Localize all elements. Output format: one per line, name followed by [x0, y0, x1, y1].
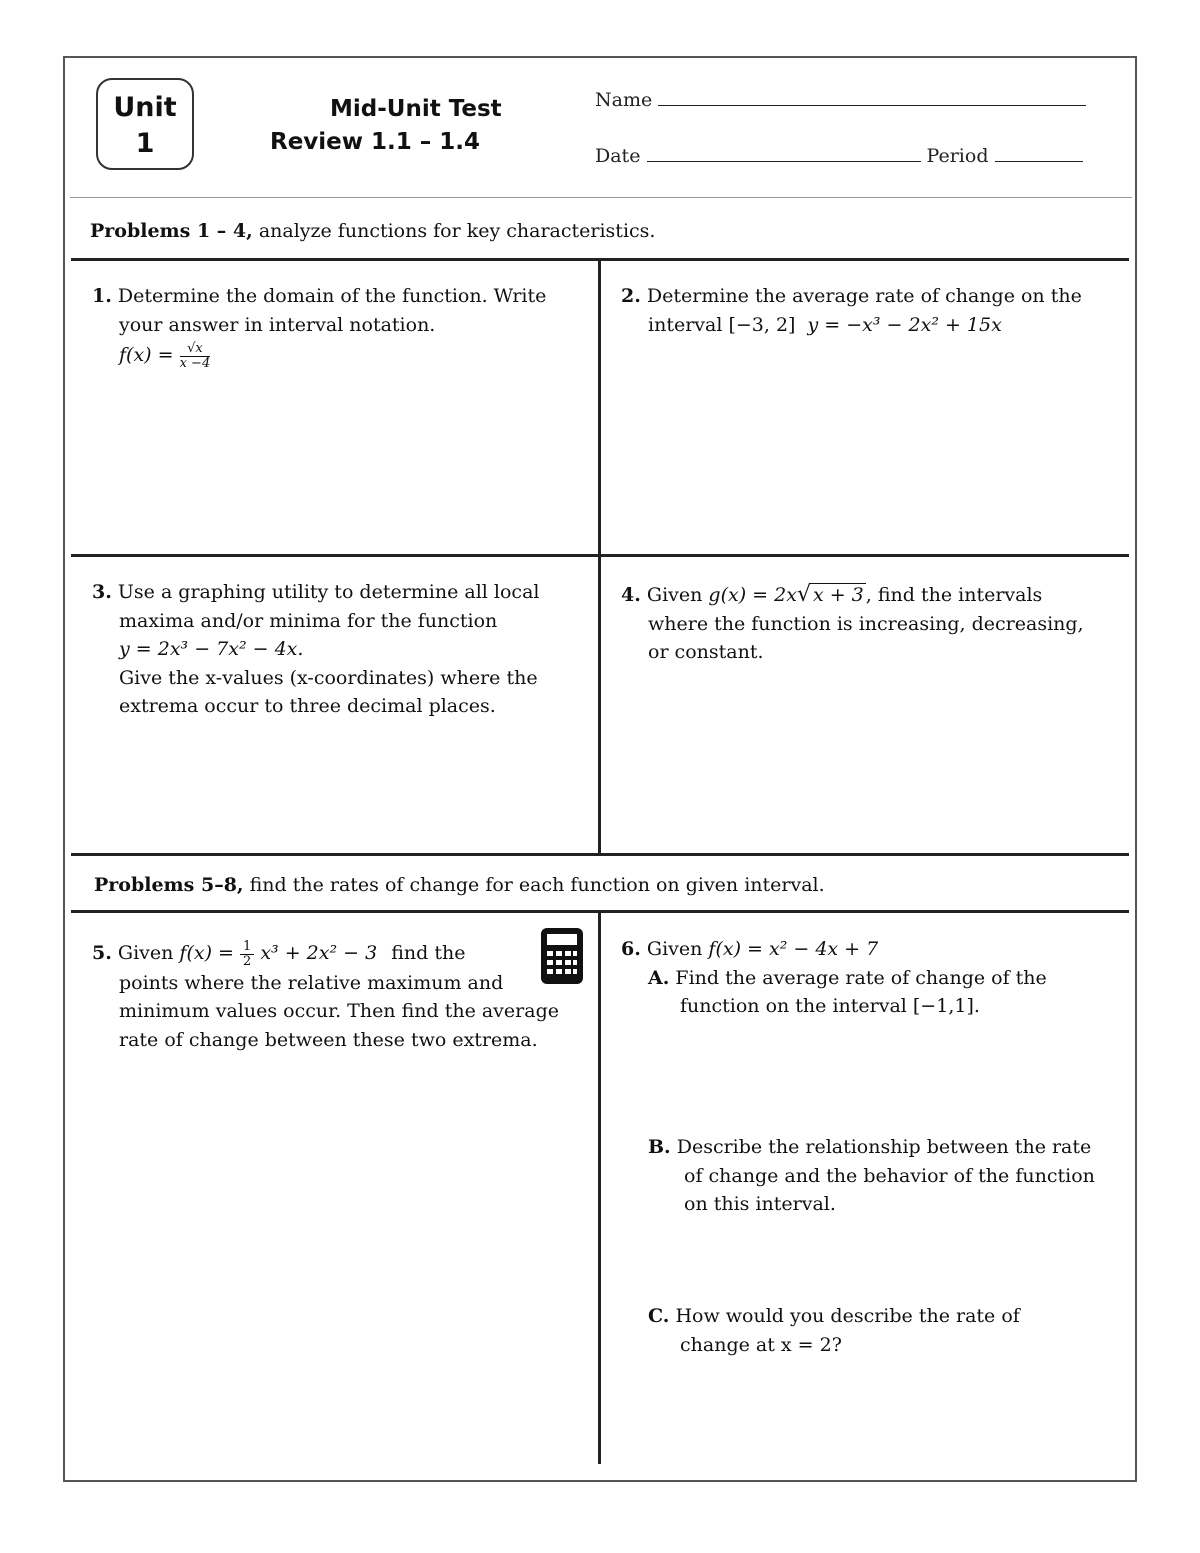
problem-6a-line2: function on the interval [−1,1].: [680, 995, 980, 1017]
problem-1-line1: Determine the domain of the function. Write: [117, 285, 547, 307]
problem-6-given: Given: [646, 938, 703, 960]
problem-4-line3: or constant.: [648, 641, 764, 663]
problem-2-number: 2.: [621, 285, 641, 307]
problem-5-eq-start: f(x) =: [179, 942, 234, 964]
problem-5-line2: points where the relative maximum and: [119, 971, 504, 994]
unit-badge: [96, 78, 194, 170]
problem-6a-label: A.: [648, 966, 670, 989]
grid-divider-lower: [598, 910, 601, 1464]
problem-4-line2: where the function is increasing, decreasing,: [648, 612, 1084, 635]
grid-divider-upper: [598, 258, 601, 855]
problem-5-line3: minimum values occur. Then find the average: [119, 1000, 559, 1022]
problem-3-line5: extrema occur to three decimal places.: [119, 695, 496, 717]
unit-label: Unit: [113, 92, 177, 123]
problem-6b-label: B.: [648, 1136, 671, 1158]
section2-heading: [94, 874, 825, 896]
section1-heading: [90, 220, 655, 242]
problem-5-line1-end: find the: [391, 942, 466, 964]
problem-1-number: 1.: [92, 285, 112, 307]
date-label: Date: [595, 145, 641, 167]
date-blank[interactable]: [647, 145, 921, 162]
date-field[interactable]: [595, 145, 1083, 167]
problem-3-number: 3.: [92, 581, 112, 603]
problem-1-frac-top: √x: [180, 342, 211, 357]
problem-5: [92, 939, 587, 1054]
unit-number: 1: [135, 128, 155, 159]
section2-text: find the rates of change for each function on given interval.: [249, 874, 825, 896]
problem-4-given: Given: [646, 584, 703, 606]
title-line1: Mid-Unit Test: [330, 96, 502, 122]
problem-3-line2: maxima and/or minima for the function: [119, 609, 498, 632]
problem-2-interval-label: interval: [648, 313, 723, 336]
calculator-icon: [540, 927, 584, 985]
problem-1-frac-bottom: x −4: [179, 355, 211, 371]
period-label: Period: [926, 145, 989, 167]
problem-4-equation: g(x) = 2x: [708, 584, 797, 606]
section1-bold: Problems 1 – 4,: [90, 220, 253, 242]
problem-6: [621, 935, 1121, 1021]
problem-5-line4: rate of change between these two extrema.: [119, 1028, 538, 1051]
problem-5-given: Given: [117, 942, 174, 964]
problem-2: [621, 282, 1121, 339]
name-label: Name: [595, 89, 653, 111]
problem-5-number: 5.: [92, 942, 112, 964]
problem-6-equation: f(x) = x² − 4x + 7: [708, 938, 879, 960]
name-field[interactable]: [595, 89, 1086, 111]
problem-1: [92, 282, 582, 371]
problem-6-number: 6.: [621, 938, 641, 960]
problem-6c-line1: How would you describe the rate of: [675, 1305, 1020, 1327]
problem-5-eq-end: x³ + 2x² − 3: [260, 942, 378, 964]
problem-6b-line1: Describe the relationship between the rate: [676, 1136, 1092, 1158]
problem-5-frac-bottom: 2: [243, 953, 252, 969]
problem-6b-line2: of change and the behavior of the function: [684, 1164, 1095, 1187]
problem-1-fraction: [180, 342, 211, 371]
problem-4-number: 4.: [621, 584, 641, 606]
problem-6b: [648, 1133, 1128, 1219]
problem-3-line4: Give the x-values (x-coordinates) where the: [119, 666, 538, 689]
title-line2: Review 1.1 – 1.4: [270, 129, 481, 155]
problem-4-line1-end: , find the intervals: [865, 584, 1043, 606]
problem-3-line1: Use a graphing utility to determine all local: [117, 581, 540, 603]
section1-text: analyze functions for key characteristics.: [258, 220, 656, 242]
name-blank[interactable]: [658, 89, 1086, 106]
problem-6a-line1: Find the average rate of change of the: [675, 966, 1047, 989]
problem-2-interval: [−3, 2]: [728, 313, 796, 336]
problem-5-frac-top: 1: [240, 940, 254, 955]
problem-2-line1: Determine the average rate of change on the: [646, 285, 1082, 307]
problem-6b-line3: on this interval.: [684, 1193, 836, 1215]
problem-5-fraction: [240, 940, 254, 969]
problem-3: [92, 578, 592, 721]
problem-6c-line2: change at x = 2?: [680, 1333, 842, 1356]
problem-6c: [648, 1302, 1128, 1359]
period-blank[interactable]: [995, 145, 1083, 162]
problem-2-equation: y = −x³ − 2x² + 15x: [807, 313, 1002, 336]
problem-1-line2: your answer in interval notation.: [119, 313, 436, 336]
header-divider: [70, 197, 1132, 198]
problem-6c-label: C.: [648, 1305, 670, 1327]
problem-4: 4. Given g(x) = 2x√ x + 3 , find the intervals where the function is increasing, decreasing, or constant.: [621, 581, 1126, 667]
problem-3-equation: y = 2x³ − 7x² − 4x.: [119, 638, 304, 660]
problem-4-radicand: x + 3: [812, 584, 864, 606]
problem-1-func: f(x) =: [119, 344, 174, 366]
section2-bold: Problems 5–8,: [94, 874, 244, 896]
